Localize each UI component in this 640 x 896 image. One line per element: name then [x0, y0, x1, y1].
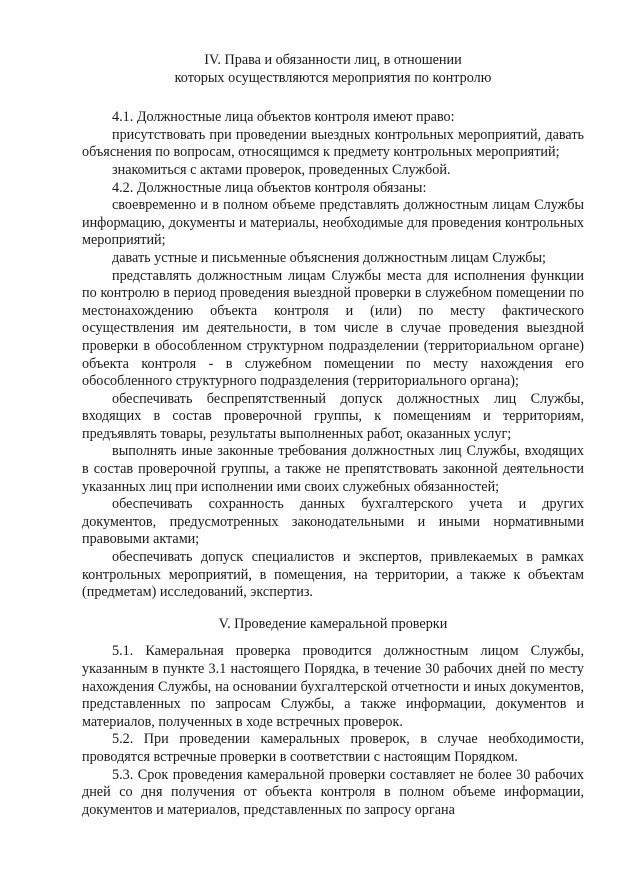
- paragraph-5-1: 5.1. Камеральная проверка проводится должностным лицом Службы, указанным в пункте 3.1 настоящего Порядка, в течение 30 рабочих дней по месту нахождения Службы, на основании бухгалтерской отчетности и иных документов, представленных по запросам Службы, а также информации, документов и материалов, полученных в ходе встречных проверок.: [82, 643, 584, 730]
- section-5-heading: V. Проведение камеральной проверки: [218, 615, 448, 632]
- paragraph-4-2-duty-provide-info: своевременно и в полном объеме представлять должностным лицам Службы информацию, документы и материалы, необходимые для проведения контрольных мероприятий;: [82, 197, 584, 249]
- paragraph-4-2-duty-explanations: давать устные и письменные объяснения должностным лицам Службы;: [112, 249, 546, 266]
- paragraph-4-2-duty-access: обеспечивать беспрепятственный допуск должностных лиц Службы, входящих в состав проверочной группы, к помещениям и территориям, предъявлять товары, результаты выполненных работ, оказанных услуг;: [82, 390, 584, 442]
- paragraph-4-2: 4.2. Должностные лица объектов контроля обязаны:: [112, 179, 427, 196]
- section-4-title-line-2: которых осуществляются мероприятия по контролю: [174, 69, 492, 86]
- paragraph-5-2: 5.2. При проведении камеральных проверок, в случае необходимости, проводятся встречные проверки в соответствии с настоящим Порядком.: [82, 731, 584, 765]
- paragraph-4-1: 4.1. Должностные лица объектов контроля имеют право:: [112, 109, 455, 126]
- section-4-title-line-1: IV. Права и обязанности лиц, в отношении: [204, 52, 462, 68]
- paragraph-5-3: 5.3. Срок проведения камеральной проверки составляет не более 30 рабочих дней со дня получения от объекта контроля в полном объеме информации, документов и материалов, представленных по запросу органа: [82, 766, 584, 818]
- paragraph-4-1-right-acts: знакомиться с актами проверок, проведенных Службой.: [112, 161, 451, 178]
- paragraph-4-2-duty-preserve-records: обеспечивать сохранность данных бухгалтерского учета и других документов, предусмотренных законодательными и иными нормативными правовыми актами;: [82, 496, 584, 548]
- paragraph-4-2-duty-premises: представлять должностным лицам Службы места для исполнения функции по контролю в период проведения выездной проверки в служебном помещении по местонахождению объекта контроля и (или) по месту фактического осуществления им деятельности, в том числе в случае проведения выездной проверки в обособленном структурном подразделении (территориальном органе) объекта контроля - в служебном помещении по месту нахождения его обособленного структурного подразделения (территориального органа);: [82, 267, 584, 390]
- section-4-heading: [82, 52, 584, 87]
- paragraph-4-2-duty-lawful-requests: выполнять иные законные требования должностных лиц Службы, входящих в состав проверочной группы, а также не препятствовать законной деятельности указанных лиц при исполнении ими своих служебных обязанностей;: [82, 443, 584, 495]
- paragraph-4-2-duty-experts: обеспечивать допуск специалистов и экспертов, привлекаемых в рамках контрольных мероприятий, в помещения, на территории, а также к объектам (предметам) исследований, экспертиз.: [82, 549, 584, 601]
- paragraph-4-1-right-attend: присутствовать при проведении выездных контрольных мероприятий, давать объяснения по вопросам, относящимся к предмету контрольных мероприятий;: [82, 126, 584, 161]
